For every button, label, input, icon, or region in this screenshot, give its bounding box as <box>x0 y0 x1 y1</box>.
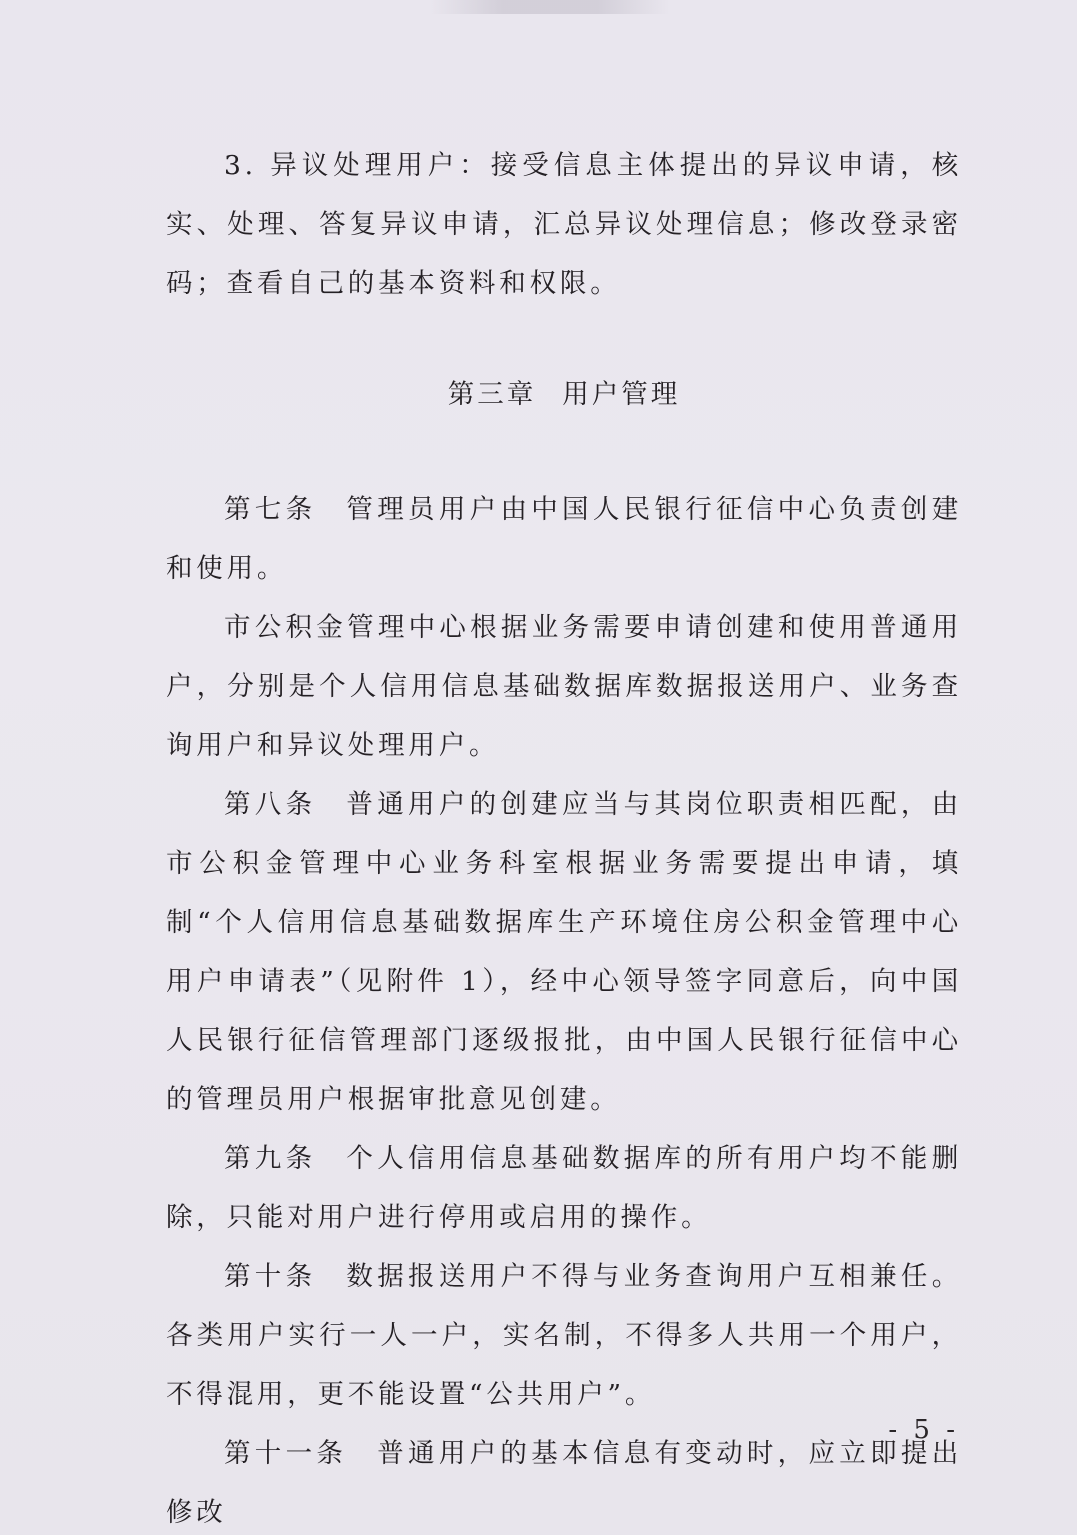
article-8-number: 第八条 <box>224 789 317 820</box>
chapter-heading <box>166 365 962 424</box>
chapter-name: 用户管理 <box>562 379 681 410</box>
document-body <box>166 136 962 1535</box>
chapter-label: 第三章 <box>447 379 537 410</box>
article-9-text: 个人信用信息基础数据库的所有用户均不能删除，只能对用户进行停用或启用的操作。 <box>166 1143 963 1233</box>
article-7-number: 第七条 <box>224 494 317 525</box>
article-9-number: 第九条 <box>224 1143 317 1174</box>
article-7 <box>166 480 962 598</box>
article-10-text: 数据报送用户不得与业务查询用户互相兼任。各类用户实行一人一户，实名制，不得多人共用一个用户，不得混用，更不能设置“公共用户”。 <box>166 1261 963 1410</box>
article-11-number: 第十一条 <box>224 1438 348 1469</box>
article-7-text: 管理员用户由中国人民银行征信中心负责创建和使用。 <box>166 494 963 584</box>
page-number: - 5 - <box>888 1415 959 1445</box>
article-10-number: 第十条 <box>224 1261 317 1292</box>
paragraph-intro: 3. 异议处理用户：接受信息主体提出的异议申请，核实、处理、答复异议申请，汇总异议处理信息；修改登录密码；查看自己的基本资料和权限。 <box>166 150 962 299</box>
article-8-text: 普通用户的创建应当与其岗位职责相匹配，由市公积金管理中心业务科室根据业务需要提出申请，填制“个人信用信息基础数据库生产环境住房公积金管理中心用户申请表”（见附件 1），经中心领导签字同意后，向中国人民银行征信管理部门逐级报批，由中国人民银行征信中心的管理员用户根据审批意见创建。 <box>166 789 963 1115</box>
article-10 <box>166 1247 962 1424</box>
scan-artifact <box>430 0 670 14</box>
article-11-text: 普通用户的基本信息有变动时，应立即提出修改 <box>166 1438 962 1528</box>
article-7-paragraph-2: 市公积金管理中心根据业务需要申请创建和使用普通用户，分别是个人信用信息基础数据库数据报送用户、业务查询用户和异议处理用户。 <box>166 612 962 761</box>
article-8 <box>166 775 962 1129</box>
article-9 <box>166 1129 962 1247</box>
article-11 <box>166 1424 962 1535</box>
